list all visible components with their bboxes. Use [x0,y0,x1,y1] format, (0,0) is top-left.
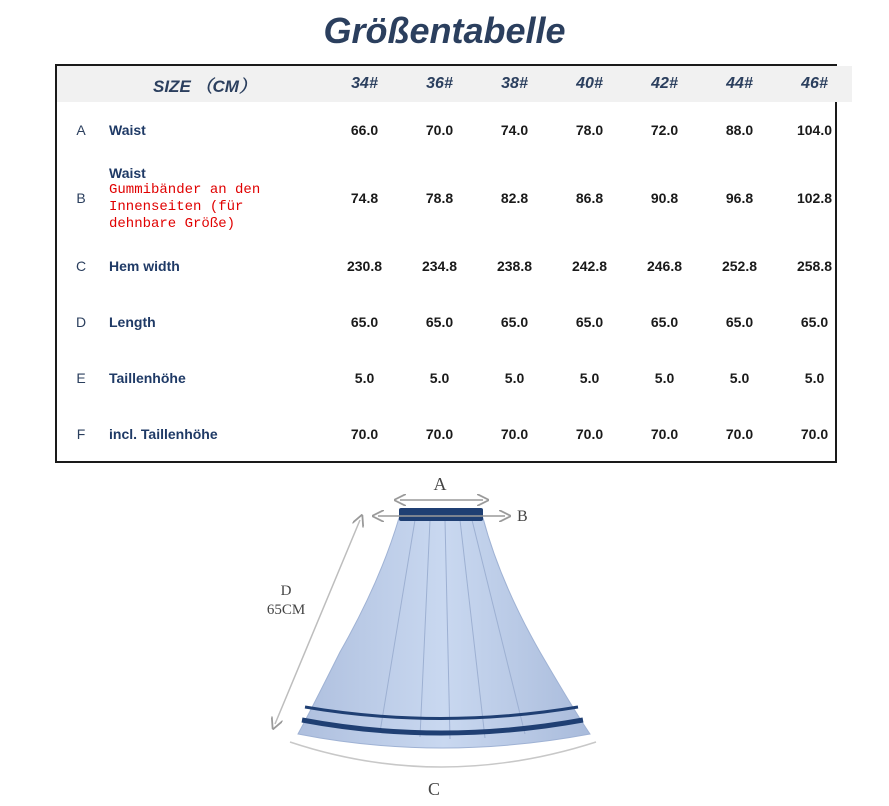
size-value-cell: 78.8 [425,190,454,206]
size-col-header: 46# [801,75,828,92]
table-row [57,350,852,406]
label-c: C [427,779,441,799]
size-value-cell: 70.0 [425,426,454,442]
row-label: Length [109,314,156,330]
waistband [399,508,483,521]
size-col-header: 36# [426,75,453,92]
label-d-value: 65CM [266,602,306,618]
row-label: Taillenhöhe [109,370,186,386]
size-col-header: 38# [501,75,528,92]
row-letter: F [76,426,86,442]
row-label-cell [105,102,327,158]
size-value-cell: 246.8 [646,258,683,274]
row-letter: D [75,314,87,330]
size-value-cell: 70.0 [725,426,754,442]
row-label: Waist [109,122,146,138]
row-label-cell [105,406,327,462]
size-table [55,64,837,463]
size-value-cell: 65.0 [575,314,604,330]
size-col-header: 44# [726,75,753,92]
row-label-cell [105,158,327,238]
size-value-cell: 234.8 [421,258,458,274]
size-value-cell: 230.8 [346,258,383,274]
size-value-cell: 70.0 [650,426,679,442]
size-value-cell: 65.0 [650,314,679,330]
table-header-row [57,66,852,102]
size-value-cell: 65.0 [350,314,379,330]
size-col-header: 40# [576,75,603,92]
size-value-cell: 65.0 [500,314,529,330]
size-value-cell: 5.0 [429,370,450,386]
size-value-cell: 66.0 [350,122,379,138]
size-col-header: 42# [651,75,678,92]
table-row [57,238,852,294]
size-value-cell: 96.8 [725,190,754,206]
size-value-cell: 90.8 [650,190,679,206]
row-label-cell [105,350,327,406]
size-value-cell: 86.8 [575,190,604,206]
row-label: Waist [109,164,146,181]
size-col-header: 34# [351,75,378,92]
table-row [57,294,852,350]
size-value-cell: 238.8 [496,258,533,274]
size-value-cell: 70.0 [800,426,829,442]
size-value-cell: 252.8 [721,258,758,274]
size-value-cell: 70.0 [350,426,379,442]
size-value-cell: 5.0 [654,370,675,386]
row-letter: C [75,258,87,274]
size-value-cell: 102.8 [796,190,833,206]
size-value-cell: 72.0 [650,122,679,138]
size-value-cell: 88.0 [725,122,754,138]
row-letter: E [76,370,86,386]
row-label-cell [105,238,327,294]
size-value-cell: 70.0 [425,122,454,138]
label-a: A [433,474,447,494]
size-value-cell: 5.0 [579,370,600,386]
label-d: D [280,583,292,599]
row-label-cell [105,294,327,350]
size-value-cell: 70.0 [500,426,529,442]
table-row [57,406,852,462]
page-title: Größentabelle [323,10,566,51]
row-label: Hem width [109,258,180,274]
size-value-cell: 82.8 [500,190,529,206]
size-value-cell: 65.0 [800,314,829,330]
size-value-cell: 74.0 [500,122,529,138]
row-letter: A [76,122,86,138]
size-value-cell: 242.8 [571,258,608,274]
size-value-cell: 5.0 [354,370,375,386]
size-value-cell: 78.0 [575,122,604,138]
size-value-cell: 65.0 [425,314,454,330]
size-value-cell: 65.0 [725,314,754,330]
size-value-cell: 258.8 [796,258,833,274]
row-letter: B [76,190,86,206]
size-header: SIZE （CM） [153,76,256,96]
size-value-cell: 74.8 [350,190,379,206]
row-label: incl. Taillenhöhe [109,426,218,442]
size-value-cell: 5.0 [804,370,825,386]
row-note: Gummibänder an den Innenseiten (für dehnbare Größe) [109,181,261,232]
table-row [57,158,852,238]
skirt-diagram [0,462,889,806]
size-value-cell: 5.0 [729,370,750,386]
size-value-cell: 70.0 [575,426,604,442]
size-value-cell: 104.0 [796,122,833,138]
table-row [57,102,852,158]
label-b: B [517,508,528,525]
size-value-cell: 5.0 [504,370,525,386]
